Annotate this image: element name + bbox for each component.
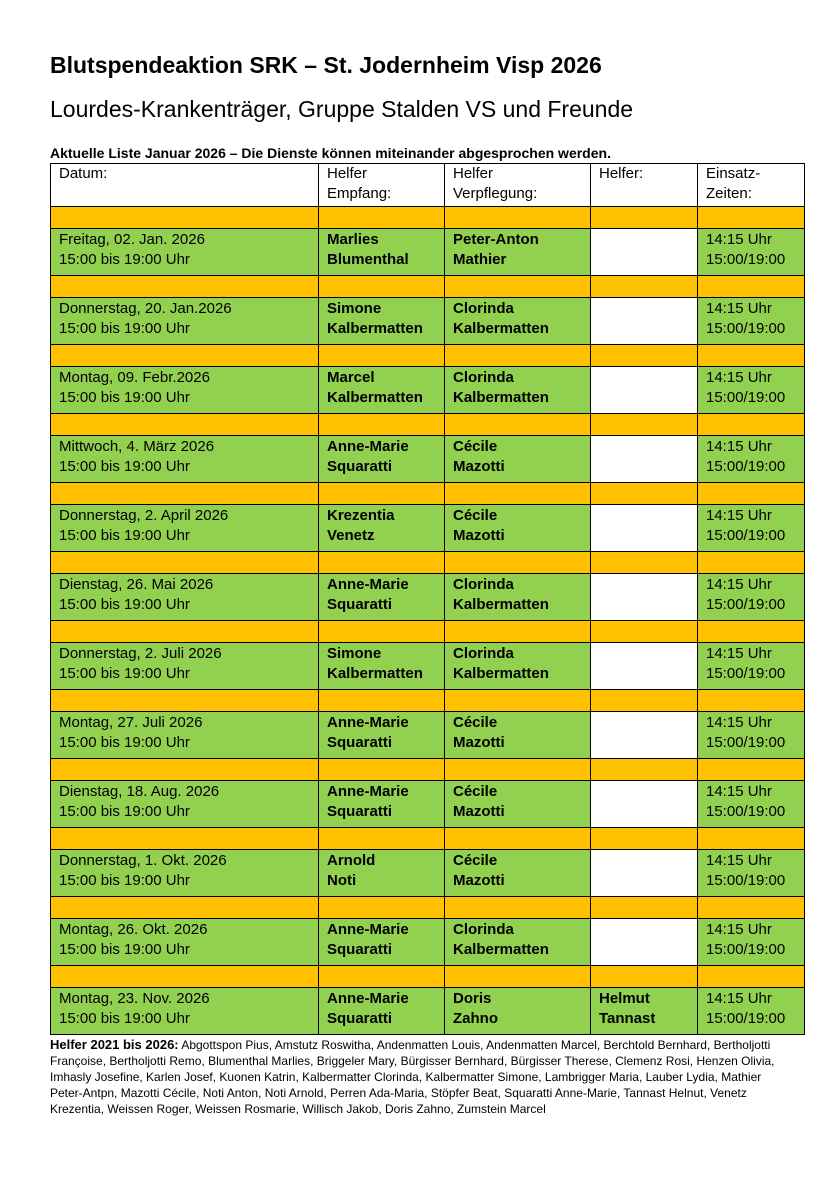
separator-cell: [319, 759, 445, 781]
separator-row: [51, 966, 805, 988]
verpflegung-cell: Cécile Mazotti: [445, 850, 591, 897]
helfer-cell: [591, 919, 698, 966]
einsatz-cell: 14:15 Uhr 15:00/19:00: [698, 505, 805, 552]
empfang-cell: Anne-Marie Squaratti: [319, 988, 445, 1035]
event-date-cell: Montag, 23. Nov. 2026 15:00 bis 19:00 Uhr: [51, 988, 319, 1035]
einsatz-cell: 14:15 Uhr 15:00/19:00: [698, 781, 805, 828]
separator-cell: [591, 276, 698, 298]
verpflegung-cell: Clorinda Kalbermatten: [445, 574, 591, 621]
separator-cell: [51, 276, 319, 298]
separator-row: [51, 828, 805, 850]
einsatz-cell: 14:15 Uhr 15:00/19:00: [698, 712, 805, 759]
einsatz-cell: 14:15 Uhr 15:00/19:00: [698, 988, 805, 1035]
event-row: [51, 298, 805, 345]
separator-cell: [319, 414, 445, 436]
separator-cell: [319, 690, 445, 712]
separator-cell: [591, 897, 698, 919]
event-date-cell: Freitag, 02. Jan. 2026 15:00 bis 19:00 Uhr: [51, 229, 319, 276]
separator-cell: [591, 690, 698, 712]
event-date-cell: Dienstag, 18. Aug. 2026 15:00 bis 19:00 Uhr: [51, 781, 319, 828]
separator-cell: [445, 345, 591, 367]
separator-cell: [51, 966, 319, 988]
separator-row: [51, 897, 805, 919]
separator-cell: [698, 483, 805, 505]
event-row: [51, 781, 805, 828]
helpers-label: Helfer 2021 bis 2026:: [50, 1037, 179, 1052]
separator-cell: [319, 621, 445, 643]
event-row: [51, 436, 805, 483]
event-date-cell: Montag, 09. Febr.2026 15:00 bis 19:00 Uhr: [51, 367, 319, 414]
separator-cell: [445, 759, 591, 781]
helfer-cell: [591, 712, 698, 759]
separator-cell: [445, 828, 591, 850]
empfang-cell: Simone Kalbermatten: [319, 643, 445, 690]
verpflegung-cell: Doris Zahno: [445, 988, 591, 1035]
empfang-cell: Anne-Marie Squaratti: [319, 781, 445, 828]
empfang-cell: Anne-Marie Squaratti: [319, 574, 445, 621]
event-date-cell: Donnerstag, 2. Juli 2026 15:00 bis 19:00 Uhr: [51, 643, 319, 690]
verpflegung-cell: Cécile Mazotti: [445, 436, 591, 483]
document-title: Blutspendeaktion SRK – St. Jodernheim Visp 2026: [50, 52, 602, 78]
separator-cell: [698, 759, 805, 781]
separator-cell: [319, 276, 445, 298]
einsatz-cell: 14:15 Uhr 15:00/19:00: [698, 298, 805, 345]
separator-cell: [591, 483, 698, 505]
separator-cell: [319, 345, 445, 367]
separator-cell: [698, 897, 805, 919]
header-helfer: Helfer:: [591, 164, 698, 207]
separator-cell: [51, 759, 319, 781]
separator-row: [51, 276, 805, 298]
event-date-cell: Donnerstag, 20. Jan.2026 15:00 bis 19:00 Uhr: [51, 298, 319, 345]
event-date-cell: Montag, 26. Okt. 2026 15:00 bis 19:00 Uhr: [51, 919, 319, 966]
event-date-cell: Montag, 27. Juli 2026 15:00 bis 19:00 Uhr: [51, 712, 319, 759]
verpflegung-cell: Peter-Anton Mathier: [445, 229, 591, 276]
separator-cell: [698, 621, 805, 643]
event-date-cell: Mittwoch, 4. März 2026 15:00 bis 19:00 Uhr: [51, 436, 319, 483]
separator-cell: [51, 552, 319, 574]
separator-cell: [445, 897, 591, 919]
event-row: [51, 505, 805, 552]
separator-cell: [51, 207, 319, 229]
separator-row: [51, 345, 805, 367]
helfer-cell: Helmut Tannast: [591, 988, 698, 1035]
separator-cell: [51, 621, 319, 643]
separator-cell: [319, 207, 445, 229]
separator-cell: [698, 276, 805, 298]
empfang-cell: Marcel Kalbermatten: [319, 367, 445, 414]
separator-cell: [51, 828, 319, 850]
event-row: [51, 712, 805, 759]
helfer-cell: [591, 367, 698, 414]
separator-cell: [51, 897, 319, 919]
header-datum: Datum:: [51, 164, 319, 207]
einsatz-cell: 14:15 Uhr 15:00/19:00: [698, 367, 805, 414]
separator-row: [51, 690, 805, 712]
empfang-cell: Krezentia Venetz: [319, 505, 445, 552]
event-row: [51, 919, 805, 966]
schedule-body: [51, 207, 805, 1035]
empfang-cell: Marlies Blumenthal: [319, 229, 445, 276]
helfer-cell: [591, 781, 698, 828]
einsatz-cell: 14:15 Uhr 15:00/19:00: [698, 574, 805, 621]
separator-cell: [51, 483, 319, 505]
helpers-list: Abgottspon Pius, Amstutz Roswitha, Andenmatten Louis, Andenmatten Marcel, Berchtold Bernhard, Bertholjotti Françoise, Bertholjotti Remo, Blumenthal Marlies, Briggeler Mary, Bürgisser Bernhard, Bürgisser Therese, Clemenz Rosi, Henzen Olivia, Imhasly Josefine, Karlen Josef, Kuonen Katrin, Kalbermatter Clorinda, Kalbermatter Simone, Lambrigger Maria, Lauber Lydia, Mathier Peter-Antpn, Mazotti Cécile, Noti Anton, Noti Arnold, Perren Ada-Maria, Stöpfer Beat, Squaratti Anne-Marie, Tannast Helnut, Venetz Krezentia, Weissen Roger, Weissen Rosmarie, Willisch Jakob, Doris Zahno, Zumstein Marcel: [50, 1038, 775, 1116]
separator-cell: [591, 966, 698, 988]
separator-cell: [591, 828, 698, 850]
header-empfang: Helfer Empfang:: [319, 164, 445, 207]
verpflegung-cell: Cécile Mazotti: [445, 712, 591, 759]
event-row: [51, 850, 805, 897]
helfer-cell: [591, 505, 698, 552]
helfer-cell: [591, 298, 698, 345]
einsatz-cell: 14:15 Uhr 15:00/19:00: [698, 229, 805, 276]
separator-cell: [445, 483, 591, 505]
separator-cell: [445, 552, 591, 574]
verpflegung-cell: Clorinda Kalbermatten: [445, 919, 591, 966]
verpflegung-cell: Clorinda Kalbermatten: [445, 643, 591, 690]
helpers-section: [50, 1037, 785, 1117]
einsatz-cell: 14:15 Uhr 15:00/19:00: [698, 643, 805, 690]
event-row: [51, 988, 805, 1035]
event-date-cell: Donnerstag, 2. April 2026 15:00 bis 19:00 Uhr: [51, 505, 319, 552]
separator-cell: [591, 207, 698, 229]
table-header-row: [51, 164, 805, 207]
separator-cell: [591, 414, 698, 436]
event-date-cell: Donnerstag, 1. Okt. 2026 15:00 bis 19:00 Uhr: [51, 850, 319, 897]
separator-cell: [698, 414, 805, 436]
event-row: [51, 574, 805, 621]
separator-cell: [591, 345, 698, 367]
helfer-cell: [591, 643, 698, 690]
separator-cell: [319, 828, 445, 850]
separator-cell: [698, 207, 805, 229]
header-einsatzzeiten: Einsatz- Zeiten:: [698, 164, 805, 207]
separator-cell: [319, 552, 445, 574]
separator-row: [51, 621, 805, 643]
separator-cell: [698, 828, 805, 850]
separator-cell: [698, 552, 805, 574]
separator-cell: [445, 276, 591, 298]
separator-cell: [445, 207, 591, 229]
schedule-table: [50, 163, 805, 1035]
event-date-cell: Dienstag, 26. Mai 2026 15:00 bis 19:00 Uhr: [51, 574, 319, 621]
separator-cell: [51, 690, 319, 712]
separator-cell: [445, 414, 591, 436]
separator-cell: [51, 414, 319, 436]
verpflegung-cell: Clorinda Kalbermatten: [445, 367, 591, 414]
separator-cell: [591, 552, 698, 574]
helfer-cell: [591, 850, 698, 897]
einsatz-cell: 14:15 Uhr 15:00/19:00: [698, 436, 805, 483]
separator-row: [51, 207, 805, 229]
event-row: [51, 367, 805, 414]
empfang-cell: Anne-Marie Squaratti: [319, 919, 445, 966]
separator-cell: [698, 345, 805, 367]
separator-cell: [445, 966, 591, 988]
separator-cell: [319, 897, 445, 919]
separator-cell: [445, 690, 591, 712]
einsatz-cell: 14:15 Uhr 15:00/19:00: [698, 919, 805, 966]
helfer-cell: [591, 229, 698, 276]
separator-cell: [445, 621, 591, 643]
empfang-cell: Simone Kalbermatten: [319, 298, 445, 345]
verpflegung-cell: Cécile Mazotti: [445, 781, 591, 828]
separator-cell: [591, 621, 698, 643]
helfer-cell: [591, 436, 698, 483]
event-row: [51, 229, 805, 276]
separator-cell: [319, 966, 445, 988]
separator-row: [51, 483, 805, 505]
separator-row: [51, 414, 805, 436]
separator-row: [51, 759, 805, 781]
separator-cell: [698, 690, 805, 712]
einsatz-cell: 14:15 Uhr 15:00/19:00: [698, 850, 805, 897]
separator-cell: [591, 759, 698, 781]
event-row: [51, 643, 805, 690]
document-subtitle: Lourdes-Krankenträger, Gruppe Stalden VS und Freunde: [50, 96, 634, 122]
separator-cell: [319, 483, 445, 505]
helfer-cell: [591, 574, 698, 621]
verpflegung-cell: Cécile Mazotti: [445, 505, 591, 552]
empfang-cell: Anne-Marie Squaratti: [319, 436, 445, 483]
header-verpflegung: Helfer Verpflegung:: [445, 164, 591, 207]
separator-cell: [698, 966, 805, 988]
empfang-cell: Arnold Noti: [319, 850, 445, 897]
separator-row: [51, 552, 805, 574]
verpflegung-cell: Clorinda Kalbermatten: [445, 298, 591, 345]
empfang-cell: Anne-Marie Squaratti: [319, 712, 445, 759]
list-intro: Aktuelle Liste Januar 2026 – Die Dienste können miteinander abgesprochen werden.: [50, 145, 611, 161]
separator-cell: [51, 345, 319, 367]
